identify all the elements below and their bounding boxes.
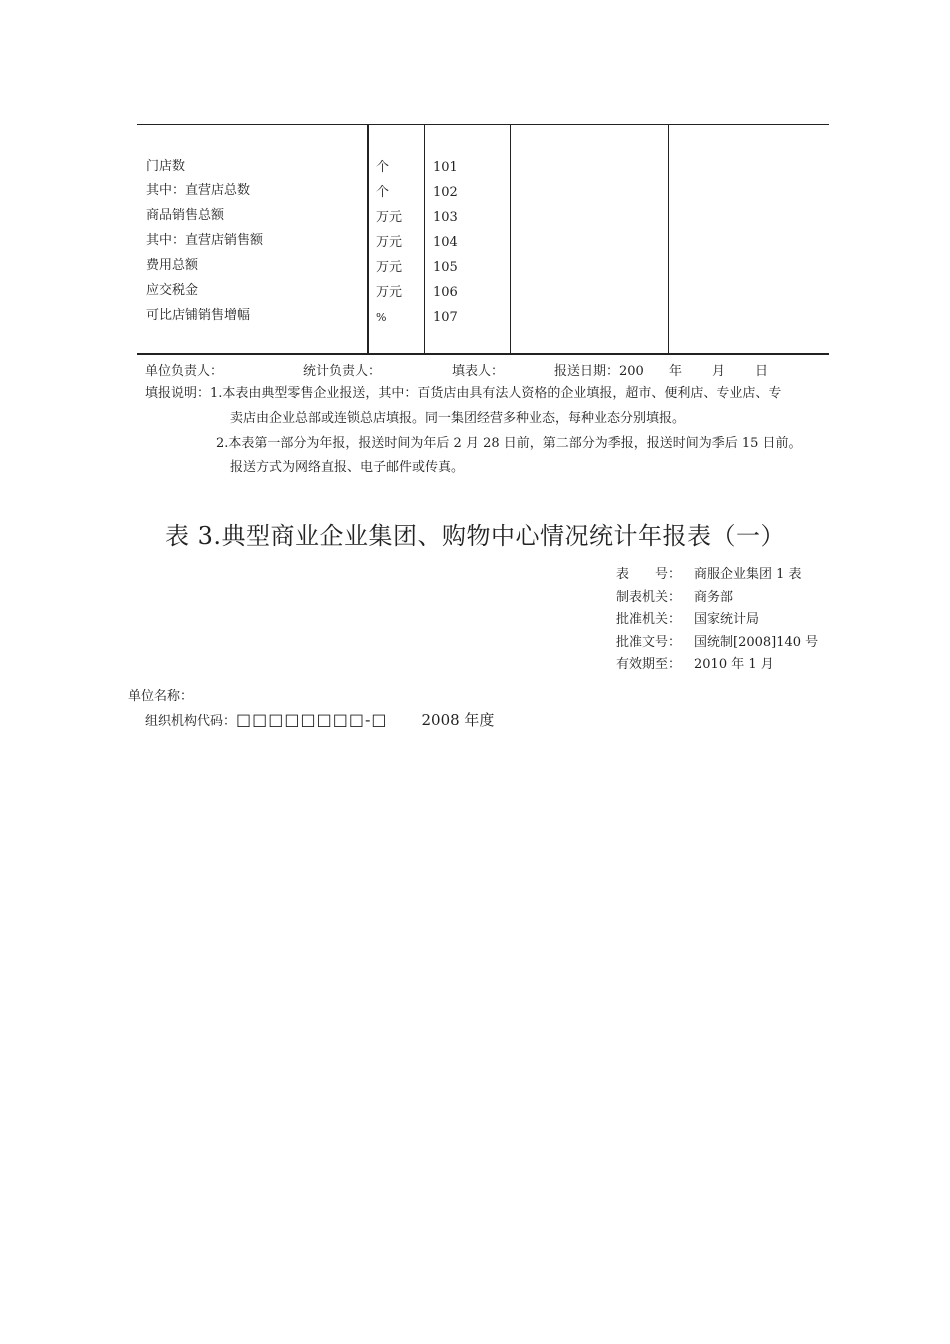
row-unit: % — [376, 311, 387, 324]
org-code-boxes: □□□□□□□□-□ — [236, 710, 388, 729]
meta-label: 有效期至： — [616, 657, 682, 672]
meta-value: 商服企业集团 1 表 — [694, 567, 802, 582]
row-name: 门店数 — [146, 159, 186, 174]
row-name: 应交税金 — [146, 283, 199, 298]
date-day-label: 日 — [755, 364, 769, 379]
row-code: 104 — [433, 235, 458, 250]
row-unit: 万元 — [376, 285, 403, 300]
note-line-4: 报送方式为网络直报、电子邮件或传真。 — [230, 460, 465, 475]
note-line-3: 2.本表第一部分为年报，报送时间为年后 2 月 28 日前，第二部分为季报，报送时间为季后 15 日前。 — [216, 436, 802, 451]
row-code: 107 — [433, 310, 458, 325]
meta-label: 制表机关： — [616, 590, 682, 605]
column-divider — [510, 124, 511, 355]
note-line-1: 填报说明：1.本表由典型零售企业报送，其中：百货店由具有法人资格的企业填报，超市、便利店、专业店、专 — [145, 386, 782, 401]
report-date-label: 报送日期：200 — [554, 364, 644, 379]
table-bottom-rule — [137, 353, 829, 355]
meta-row — [616, 590, 733, 606]
table-top-rule — [137, 124, 829, 125]
report-year: 2008 年度 — [421, 711, 495, 729]
row-code: 106 — [433, 285, 458, 300]
column-divider — [424, 124, 425, 355]
row-name: 费用总额 — [146, 258, 199, 273]
org-code-label: 组织机构代码： — [145, 714, 237, 729]
row-unit: 万元 — [376, 235, 403, 250]
meta-row — [616, 657, 774, 673]
report-table — [137, 124, 829, 355]
meta-row — [616, 635, 818, 651]
row-unit: 个 — [376, 185, 390, 200]
meta-value: 国家统计局 — [694, 612, 760, 627]
row-code: 103 — [433, 210, 458, 225]
row-unit: 万元 — [376, 210, 403, 225]
note-line-2: 卖店由企业总部或连锁总店填报。同一集团经营多种业态，每种业态分别填报。 — [230, 411, 686, 426]
unit-name-label: 单位名称： — [128, 689, 194, 704]
page-title: 表 3.典型商业企业集团、购物中心情况统计年报表（一） — [164, 522, 786, 550]
row-code: 102 — [433, 185, 458, 200]
date-month-label: 月 — [712, 364, 726, 379]
meta-row — [616, 567, 802, 583]
row-unit: 万元 — [376, 260, 403, 275]
stat-head-label: 统计负责人： — [303, 364, 382, 379]
meta-row — [616, 612, 759, 628]
meta-label: 批准文号： — [616, 635, 682, 650]
column-divider — [367, 124, 369, 355]
meta-value: 商务部 — [694, 590, 734, 605]
filler-label: 填表人： — [452, 364, 505, 379]
row-name: 其中：直营店销售额 — [146, 233, 264, 248]
unit-head-label: 单位负责人： — [145, 364, 224, 379]
meta-value: 国统制[2008]140 号 — [694, 635, 819, 650]
row-code: 105 — [433, 260, 458, 275]
row-name: 可比店铺销售增幅 — [146, 308, 251, 323]
row-code: 101 — [433, 160, 458, 175]
column-divider — [668, 124, 669, 355]
org-code-line — [145, 709, 494, 730]
row-unit: 个 — [376, 160, 390, 175]
meta-label: 表 号： — [616, 567, 682, 582]
date-year-label: 年 — [669, 364, 683, 379]
meta-label: 批准机关： — [616, 612, 682, 627]
row-name: 商品销售总额 — [146, 208, 225, 223]
meta-value: 2010 年 1 月 — [694, 657, 774, 672]
row-name: 其中：直营店总数 — [146, 183, 251, 198]
